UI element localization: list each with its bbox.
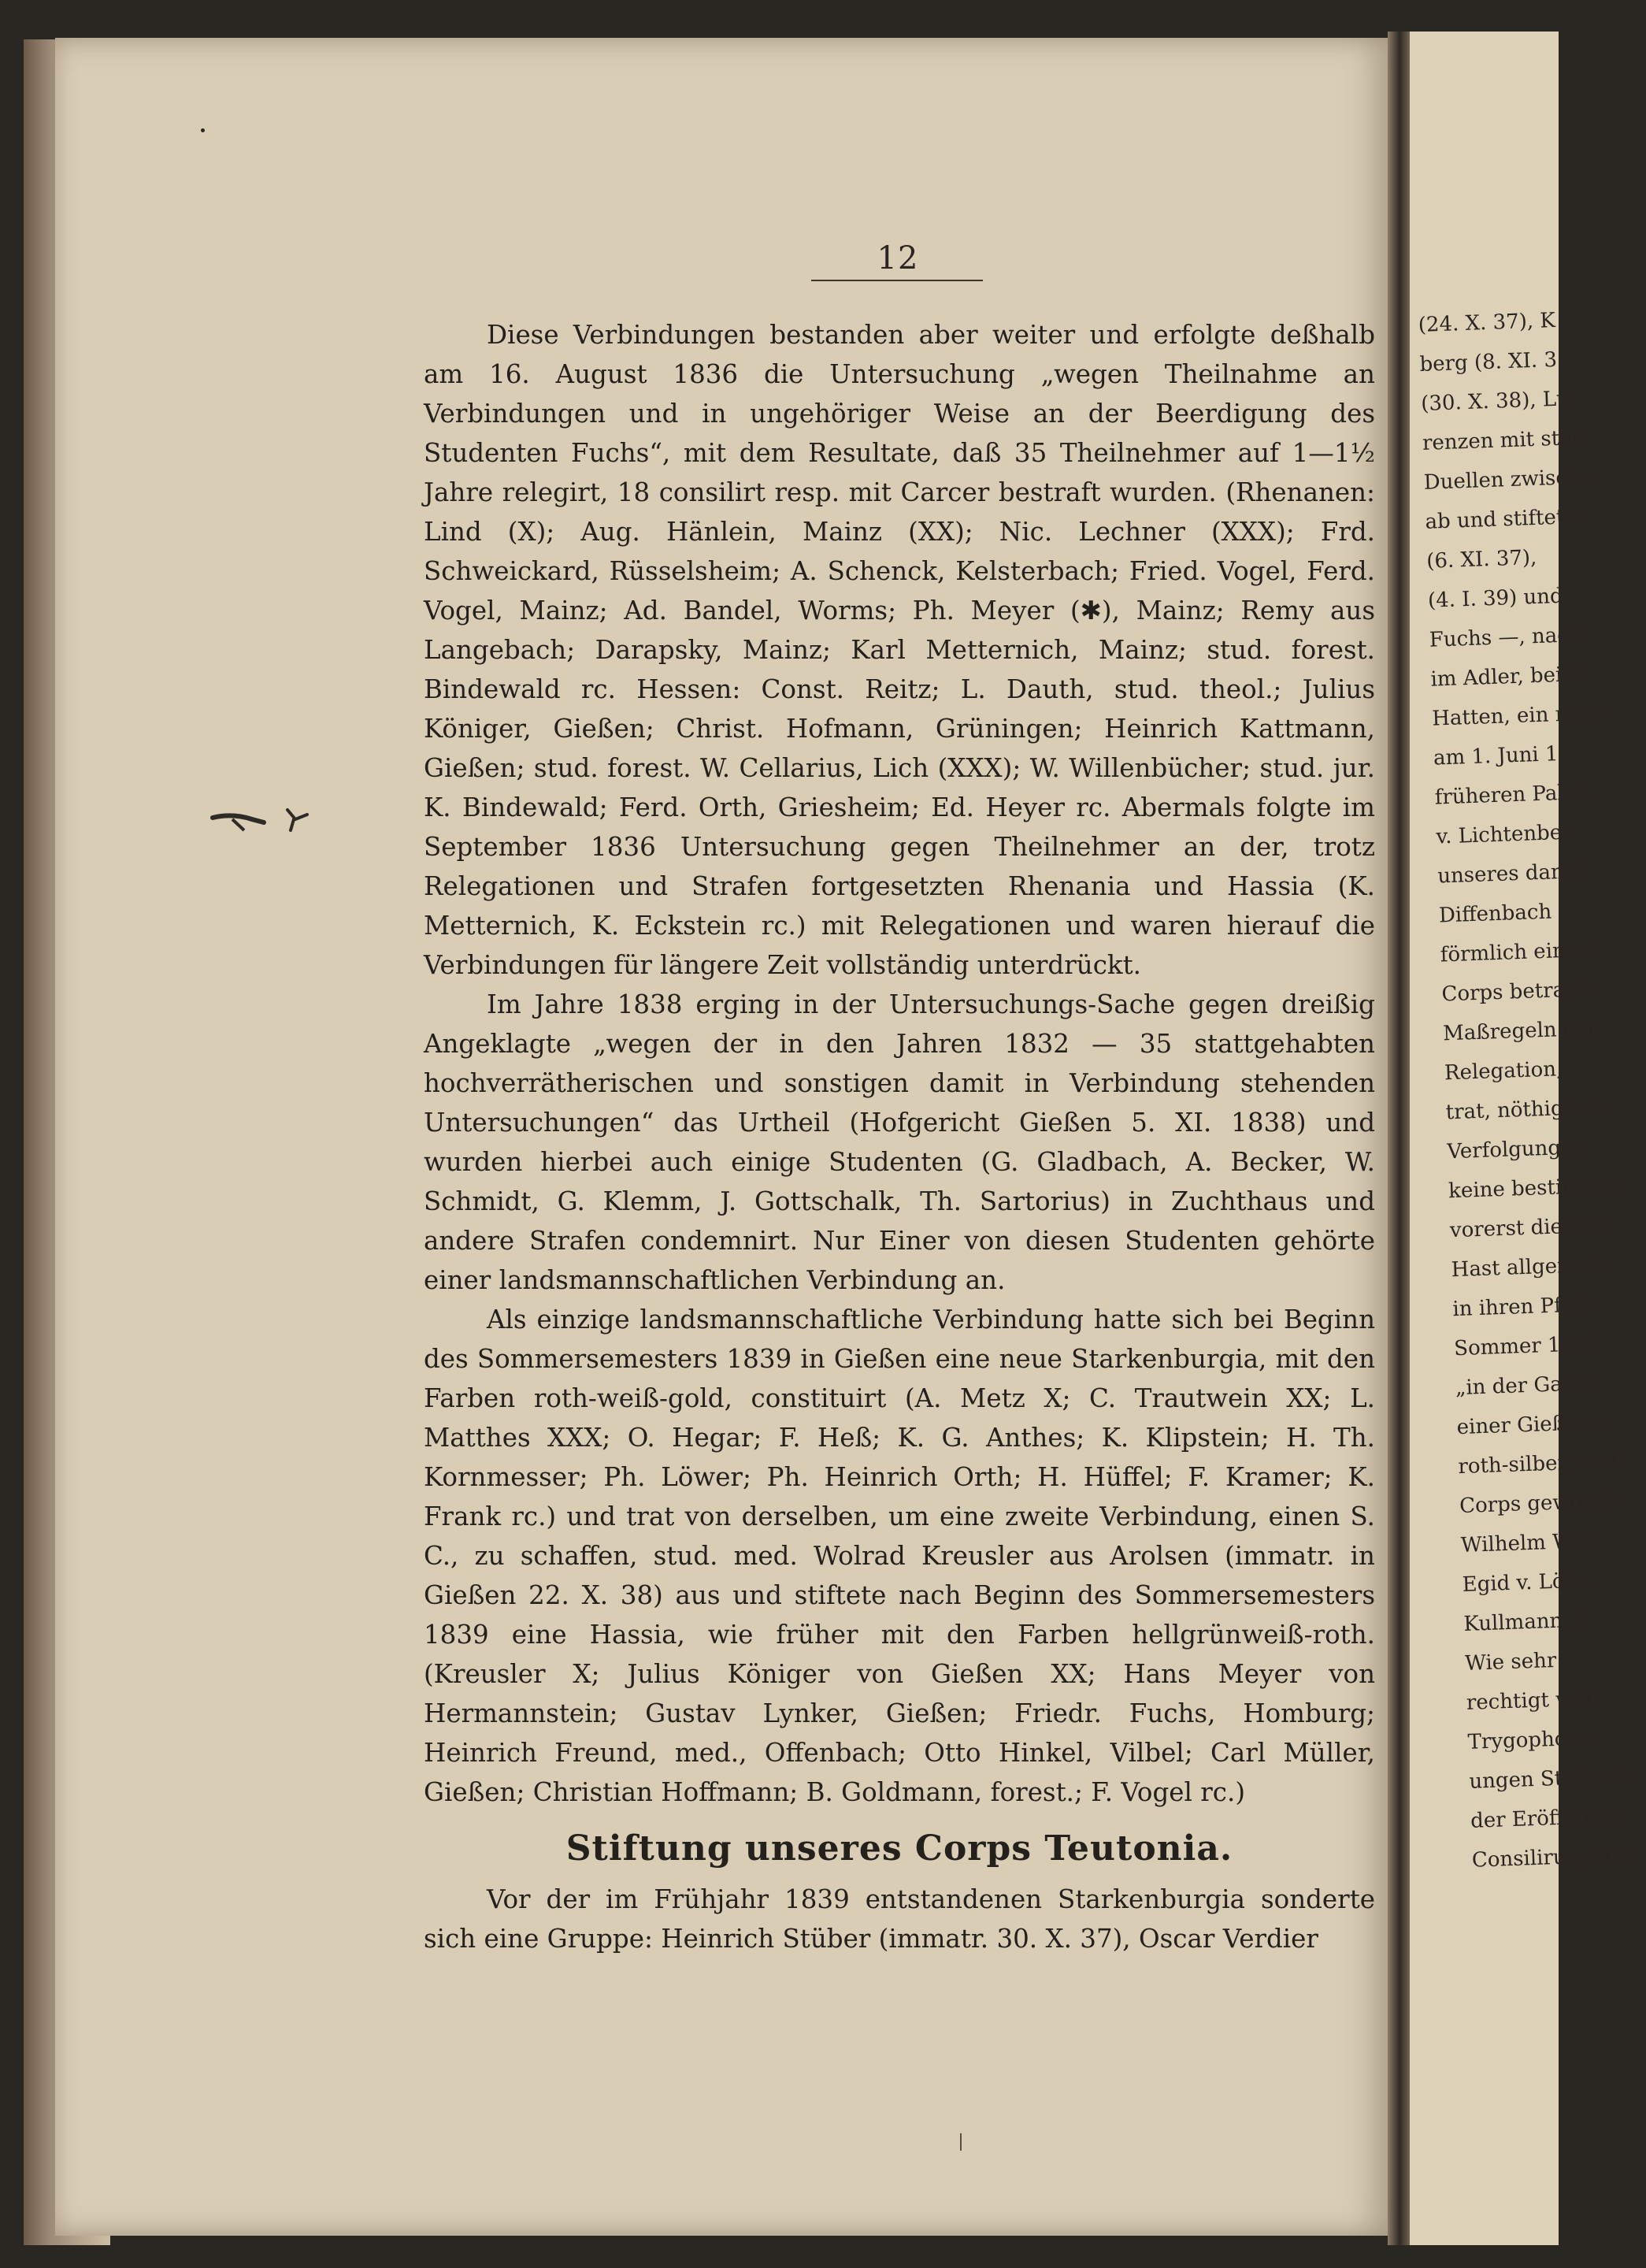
facing-page-line: Trygophorus (1467, 1726, 1601, 1754)
text-line: consilirt resp. mit Carcer bestraft wurden. (Rhenanen: Lind (X); Aug. (424, 477, 1376, 547)
text-line: Hofmann, Grüningen; Heinrich Kattmann, Gießen; stud. forest. W. (424, 714, 1375, 783)
paragraph-verbindungen (424, 315, 1375, 985)
paragraph-starkenburgia (424, 1300, 1375, 1812)
facing-page-line: renzen mit stud (1422, 425, 1587, 455)
facing-page-line: unseres damal (1437, 859, 1589, 889)
margin-pencil-mark (209, 796, 319, 843)
facing-page-line: Corps geworde (1459, 1489, 1618, 1519)
text-line: Bandel, Worms; Ph. Meyer (✱), Mainz; Remy aus Langebach; Darapsky, (424, 596, 1375, 665)
text-line: 1836 Untersuchung gegen Theilnehmer an der, trotz Relegationen und (424, 832, 1375, 901)
text-line: Im Jahre 1838 erging in der Untersuchungs-Sache gegen dreißig (487, 989, 1375, 1019)
text-line: Mainz; Karl Metternich, Mainz; stud. forest. Bindewald rc. Hessen: (424, 635, 1376, 704)
body-text (424, 315, 1375, 1958)
text-line: Vor der im Frühjahr 1839 entstandenen Starkenburgia sonderte sich (424, 1884, 1375, 1954)
text-line: Ferd. Orth, Griesheim; Ed. Heyer rc. Abermals folgte im September (424, 793, 1375, 862)
facing-page-line: in ihren Pfeife (1451, 1292, 1600, 1322)
text-line: heim; A. Schenck, Kelsterbach; Fried. Vogel, Ferd. Vogel, Mainz; Ad. (424, 556, 1375, 625)
facing-page-line: Kullmann, F. (1462, 1608, 1594, 1636)
text-line: von Hermannstein; Gustav Lynker, Gießen; Friedr. Fuchs, Homburg; (424, 1659, 1375, 1728)
text-line: hierbei auch einige Studenten (G. Gladbach, A. Becker, W. Schmidt, (424, 1147, 1375, 1216)
facing-page-line: der Eröffnung (1470, 1804, 1617, 1833)
facing-page-line: am 1. Juni 1 (1433, 742, 1559, 770)
page-number: 12 (877, 240, 919, 277)
paragraph-stiftung (424, 1880, 1375, 1958)
facing-page-line: vorerst die Bün (1449, 1213, 1611, 1243)
facing-page-line: Hast allgemein (1451, 1253, 1609, 1282)
text-line: 16. August 1836 die Untersuchung „wegen Theilnahme an Verbindungen (424, 359, 1375, 429)
facing-page-line: v. Lichtenber (1436, 820, 1573, 849)
text-line: Zeit vollständig unterdrückt. (767, 950, 1141, 980)
facing-page-line: roth-silber, und (1457, 1450, 1618, 1479)
text-line: Heinrich Freund, med., Offenbach; Otto Hinkel, Vilbel; Carl Müller, (424, 1738, 1375, 1768)
print-tick-mark (960, 2133, 962, 2151)
facing-page-line: (6. XI. 37), (1425, 545, 1537, 573)
facing-page-line: Wie sehr (1464, 1648, 1557, 1676)
text-line: verrätherischen und sonstigen damit in Verbindung stehenden Unter (424, 1068, 1375, 1138)
section-heading: Stiftung unseres Corps Teutonia. (565, 1828, 1233, 1869)
text-line: Farben roth-weiß-gold, constituirt (A. Metz X; C. Trautwein XX; L. (424, 1383, 1375, 1413)
text-line: Diese Verbindungen bestanden aber weiter und erfolgte deßhalb am (424, 320, 1375, 389)
text-line: Cellarius, Lich (XXX); W. Willenbücher; stud. jur. K. Bindewald; (424, 753, 1375, 822)
page-speck (201, 128, 205, 132)
text-line: andere Strafen condemnirt. Nur Einer von diesen Studenten gehörte (424, 1226, 1375, 1256)
text-line: und in ungehöriger Weise an der Beerdigung des Studenten Fuchs“, (424, 399, 1375, 468)
text-line: Kramer; K. Frank rc.) und trat von derselben, um eine zweite Ver (424, 1462, 1376, 1531)
facing-page-line: einer Gießener (1456, 1410, 1614, 1440)
facing-page-line: ab und stifteten (1425, 504, 1590, 534)
facing-page-line: „in der Gabel (1455, 1372, 1595, 1401)
text-line: mit dem Resultate, daß 35 Theilnehmer auf 1—1½ Jahre relegirt, 18 (424, 438, 1375, 507)
page-number-rule (811, 280, 983, 281)
facing-page-line: Verfolgungen, (1446, 1134, 1593, 1164)
text-line: eine Gruppe: Heinrich Stüber (immatr. 30. X. 37), Oscar Verdier (484, 1924, 1318, 1954)
facing-page-line: trat, nöthigte d (1445, 1095, 1604, 1125)
facing-page-line: Sommer 1839 (1453, 1331, 1600, 1361)
text-line: des Sommersemesters 1839 in Gießen eine neue Starkenburgia, mit den (424, 1344, 1375, 1374)
text-line: rc.) mit Relegationen und waren hierauf die Verbindungen für längere (424, 911, 1376, 980)
facing-page-line: Egid v. Löhr, (1462, 1568, 1592, 1598)
text-line: Arolsen (immatr. in Gießen 22. X. 38) aus und stiftete nach Beginn des (424, 1541, 1375, 1610)
facing-page-line: Hatten, ein neue (1431, 700, 1607, 731)
facing-page-line: Corps betracht (1441, 977, 1599, 1007)
facing-page-line: Duellen zwische (1423, 465, 1593, 495)
facing-page-line: im Adler, bei T (1430, 663, 1583, 692)
text-line: Th. Kornmesser; Ph. Löwer; Ph. Heinrich Orth; H. Hüffel; F. (424, 1423, 1375, 1492)
facing-page-line: (24. X. 37), K (1418, 308, 1556, 337)
facing-page-line: Maßregeln geg (1442, 1016, 1603, 1046)
book-gutter (1388, 32, 1411, 2245)
facing-page-line: Consilirungen u (1471, 1843, 1638, 1873)
text-line: Const. Reitz; L. Dauth, stud. theol.; Julius Königer, Gießen; Christ. (424, 674, 1376, 744)
text-line: Angeklagte „wegen der in den Jahren 1832 — 35 stattgehabten hoch (424, 1029, 1375, 1098)
text-line: Strafen fortgesetzten Rhenania und Hassia (K. Metternich, K. Eckstein (424, 871, 1375, 941)
text-line: bindung, einen S. C., zu schaffen, stud. med. Wolrad Kreusler aus (424, 1501, 1375, 1571)
facing-page-line: keine bestimmte (1448, 1173, 1622, 1204)
facing-page-line: ungen Starkenl (1468, 1764, 1629, 1794)
facing-page-line: Diffenbach (1438, 900, 1552, 928)
text-line: G. Klemm, J. Gottschalk, Th. Sartorius) in Zuchthaus und (557, 1186, 1375, 1216)
facing-page-line: förmlich einzut (1440, 937, 1599, 967)
text-line: Gießen; Christian Hoffmann; B. Goldmann, forest.; F. Vogel rc.) (424, 1777, 1245, 1807)
text-line: Hänlein, Mainz (XX); Nic. Lechner (XXX); Frd. Schweickard, Rüssels (424, 517, 1375, 586)
facing-page-line: Wilhelm Web (1460, 1529, 1598, 1558)
facing-page-line: Fuchs —, nacht (1429, 622, 1591, 652)
text-line: einer landsmannschaftlichen Verbindung an. (424, 1265, 1006, 1295)
paragraph-untersuchung-1838 (424, 985, 1375, 1300)
text-line: weiß-roth. (Kreusler X; Julius Königer von Gießen XX; Hans Meyer (424, 1620, 1375, 1689)
facing-page-line: rechtigt war, (1466, 1687, 1600, 1715)
facing-page-line: (4. I. 39) und (1427, 584, 1564, 613)
facing-page-line: (30. X. 38), Lu (1420, 387, 1570, 416)
text-line: suchungen“ das Urtheil (Hofgericht Gießen 5. XI. 1838) und wurden (424, 1108, 1375, 1177)
text-line: Als einzige landsmannschaftliche Verbindung hatte sich bei Beginn (487, 1305, 1375, 1334)
text-line: Matthes XXX; O. Hegar; F. Heß; K. G. Anthes; K. Klipstein; H. (424, 1423, 1334, 1453)
facing-page-line: früheren Palati (1434, 780, 1592, 810)
facing-page-line: berg (8. XI. 3 (1419, 347, 1558, 377)
facing-page-line: Relegation, (1444, 1057, 1563, 1086)
text-line: Sommersemesters 1839 eine Hassia, wie früher mit den Farben hellgrün (424, 1580, 1375, 1650)
